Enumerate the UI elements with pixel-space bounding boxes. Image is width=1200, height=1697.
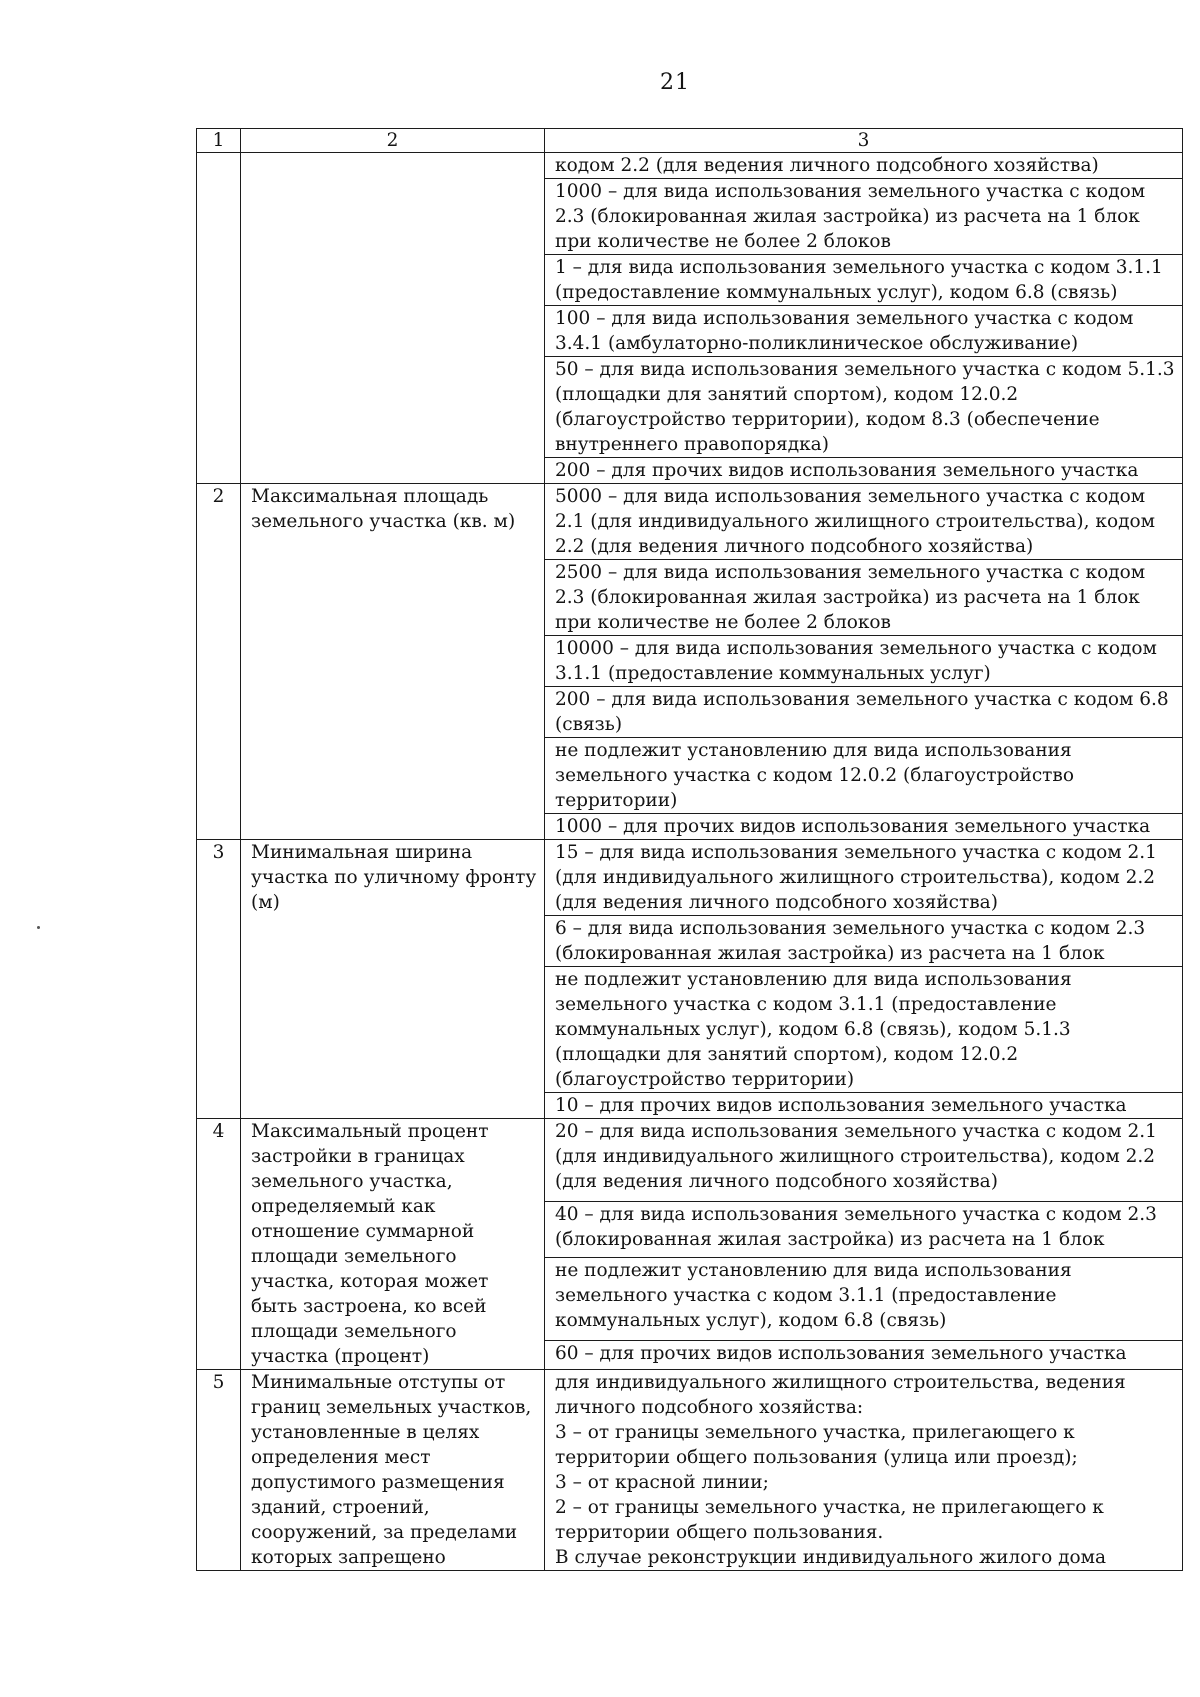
table-row bbox=[197, 1370, 1183, 1571]
table-row bbox=[197, 484, 1183, 560]
value-cell bbox=[545, 1370, 1183, 1571]
regulations-table bbox=[196, 128, 1183, 1571]
value-cell: 10 – для прочих видов использования земельного участка bbox=[545, 1093, 1183, 1119]
value-cell: не подлежит установлению для вида использования земельного участка с кодом 3.1.1 (предоставление коммунальных услуг), кодом 6.8 (связь) bbox=[545, 1258, 1183, 1341]
value-cell: 200 – для прочих видов использования земельного участка bbox=[545, 458, 1183, 484]
parameter-cell: Максимальный процент застройки в границах земельного участка, определяемый как отношение суммарной площади земельного участка, которая может быть застроена, ко всей площади земельного участка (процент) bbox=[241, 1119, 545, 1370]
table-header-row bbox=[197, 129, 1183, 153]
value-cell: 40 – для вида использования земельного участка с кодом 2.3 (блокированная жилая застройка) из расчета на 1 блок bbox=[545, 1202, 1183, 1258]
page-number: 21 bbox=[660, 70, 690, 95]
value-cell: не подлежит установлению для вида использования земельного участка с кодом 12.0.2 (благоустройство территории) bbox=[545, 738, 1183, 814]
value-cell: 60 – для прочих видов использования земельного участка bbox=[545, 1341, 1183, 1370]
row-number-cell bbox=[197, 153, 241, 484]
scan-speck bbox=[37, 926, 40, 929]
value-line: 2 – от границы земельного участка, не прилегающего к территории общего пользования. bbox=[555, 1497, 1104, 1543]
value-cell: 100 – для вида использования земельного участка с кодом 3.4.1 (амбулаторно-поликлиническое обслуживание) bbox=[545, 306, 1183, 357]
row-number-cell: 4 bbox=[197, 1119, 241, 1370]
value-line: 3 – от границы земельного участка, прилегающего к территории общего пользования (улица или проезд); bbox=[555, 1422, 1078, 1468]
value-cell: 200 – для вида использования земельного участка с кодом 6.8 (связь) bbox=[545, 687, 1183, 738]
header-col-3: 3 bbox=[545, 129, 1183, 153]
value-cell: 1 – для вида использования земельного участка с кодом 3.1.1 (предоставление коммунальных услуг), кодом 6.8 (связь) bbox=[545, 255, 1183, 306]
table-row bbox=[197, 153, 1183, 179]
value-cell: не подлежит установлению для вида использования земельного участка с кодом 3.1.1 (предоставление коммунальных услуг), кодом 6.8 (связь), кодом 5.1.3 (площадки для занятий спортом), кодом 12.0.2 (благоустройство территории) bbox=[545, 967, 1183, 1093]
value-cell: 15 – для вида использования земельного участка с кодом 2.1 (для индивидуального жилищного строительства), кодом 2.2 (для ведения личного подсобного хозяйства) bbox=[545, 840, 1183, 916]
value-cell: 1000 – для вида использования земельного участка с кодом 2.3 (блокированная жилая застройка) из расчета на 1 блок при количестве не более 2 блоков bbox=[545, 179, 1183, 255]
row-number-cell: 2 bbox=[197, 484, 241, 840]
parameter-cell: Минимальная ширина участка по уличному фронту (м) bbox=[241, 840, 545, 1119]
parameter-cell: Максимальная площадь земельного участка (кв. м) bbox=[241, 484, 545, 840]
value-line: 3 – от красной линии; bbox=[555, 1472, 769, 1493]
value-line: для индивидуального жилищного строительства, ведения личного подсобного хозяйства: bbox=[555, 1372, 1126, 1418]
value-cell: 6 – для вида использования земельного участка с кодом 2.3 (блокированная жилая застройка) из расчета на 1 блок bbox=[545, 916, 1183, 967]
parameter-cell bbox=[241, 153, 545, 484]
value-cell: 5000 – для вида использования земельного участка с кодом 2.1 (для индивидуального жилищного строительства), кодом 2.2 (для ведения личного подсобного хозяйства) bbox=[545, 484, 1183, 560]
table-row bbox=[197, 1119, 1183, 1202]
value-cell: 50 – для вида использования земельного участка с кодом 5.1.3 (площадки для занятий спортом), кодом 12.0.2 (благоустройство территории), кодом 8.3 (обеспечение внутреннего правопорядка) bbox=[545, 357, 1183, 458]
value-line: В случае реконструкции индивидуального жилого дома bbox=[555, 1547, 1107, 1568]
value-cell: 2500 – для вида использования земельного участка с кодом 2.3 (блокированная жилая застройка) из расчета на 1 блок при количестве не более 2 блоков bbox=[545, 560, 1183, 636]
header-col-1: 1 bbox=[197, 129, 241, 153]
row-number-cell: 3 bbox=[197, 840, 241, 1119]
value-cell: 1000 – для прочих видов использования земельного участка bbox=[545, 814, 1183, 840]
value-cell: 20 – для вида использования земельного участка с кодом 2.1 (для индивидуального жилищного строительства), кодом 2.2 (для ведения личного подсобного хозяйства) bbox=[545, 1119, 1183, 1202]
value-cell: 10000 – для вида использования земельного участка с кодом 3.1.1 (предоставление коммунальных услуг) bbox=[545, 636, 1183, 687]
parameter-cell: Минимальные отступы от границ земельных участков, установленные в целях определения мест допустимого размещения зданий, строений, сооружений, за пределами которых запрещено bbox=[241, 1370, 545, 1571]
row-number-cell: 5 bbox=[197, 1370, 241, 1571]
table-row bbox=[197, 840, 1183, 916]
header-col-2: 2 bbox=[241, 129, 545, 153]
value-cell: кодом 2.2 (для ведения личного подсобного хозяйства) bbox=[545, 153, 1183, 179]
